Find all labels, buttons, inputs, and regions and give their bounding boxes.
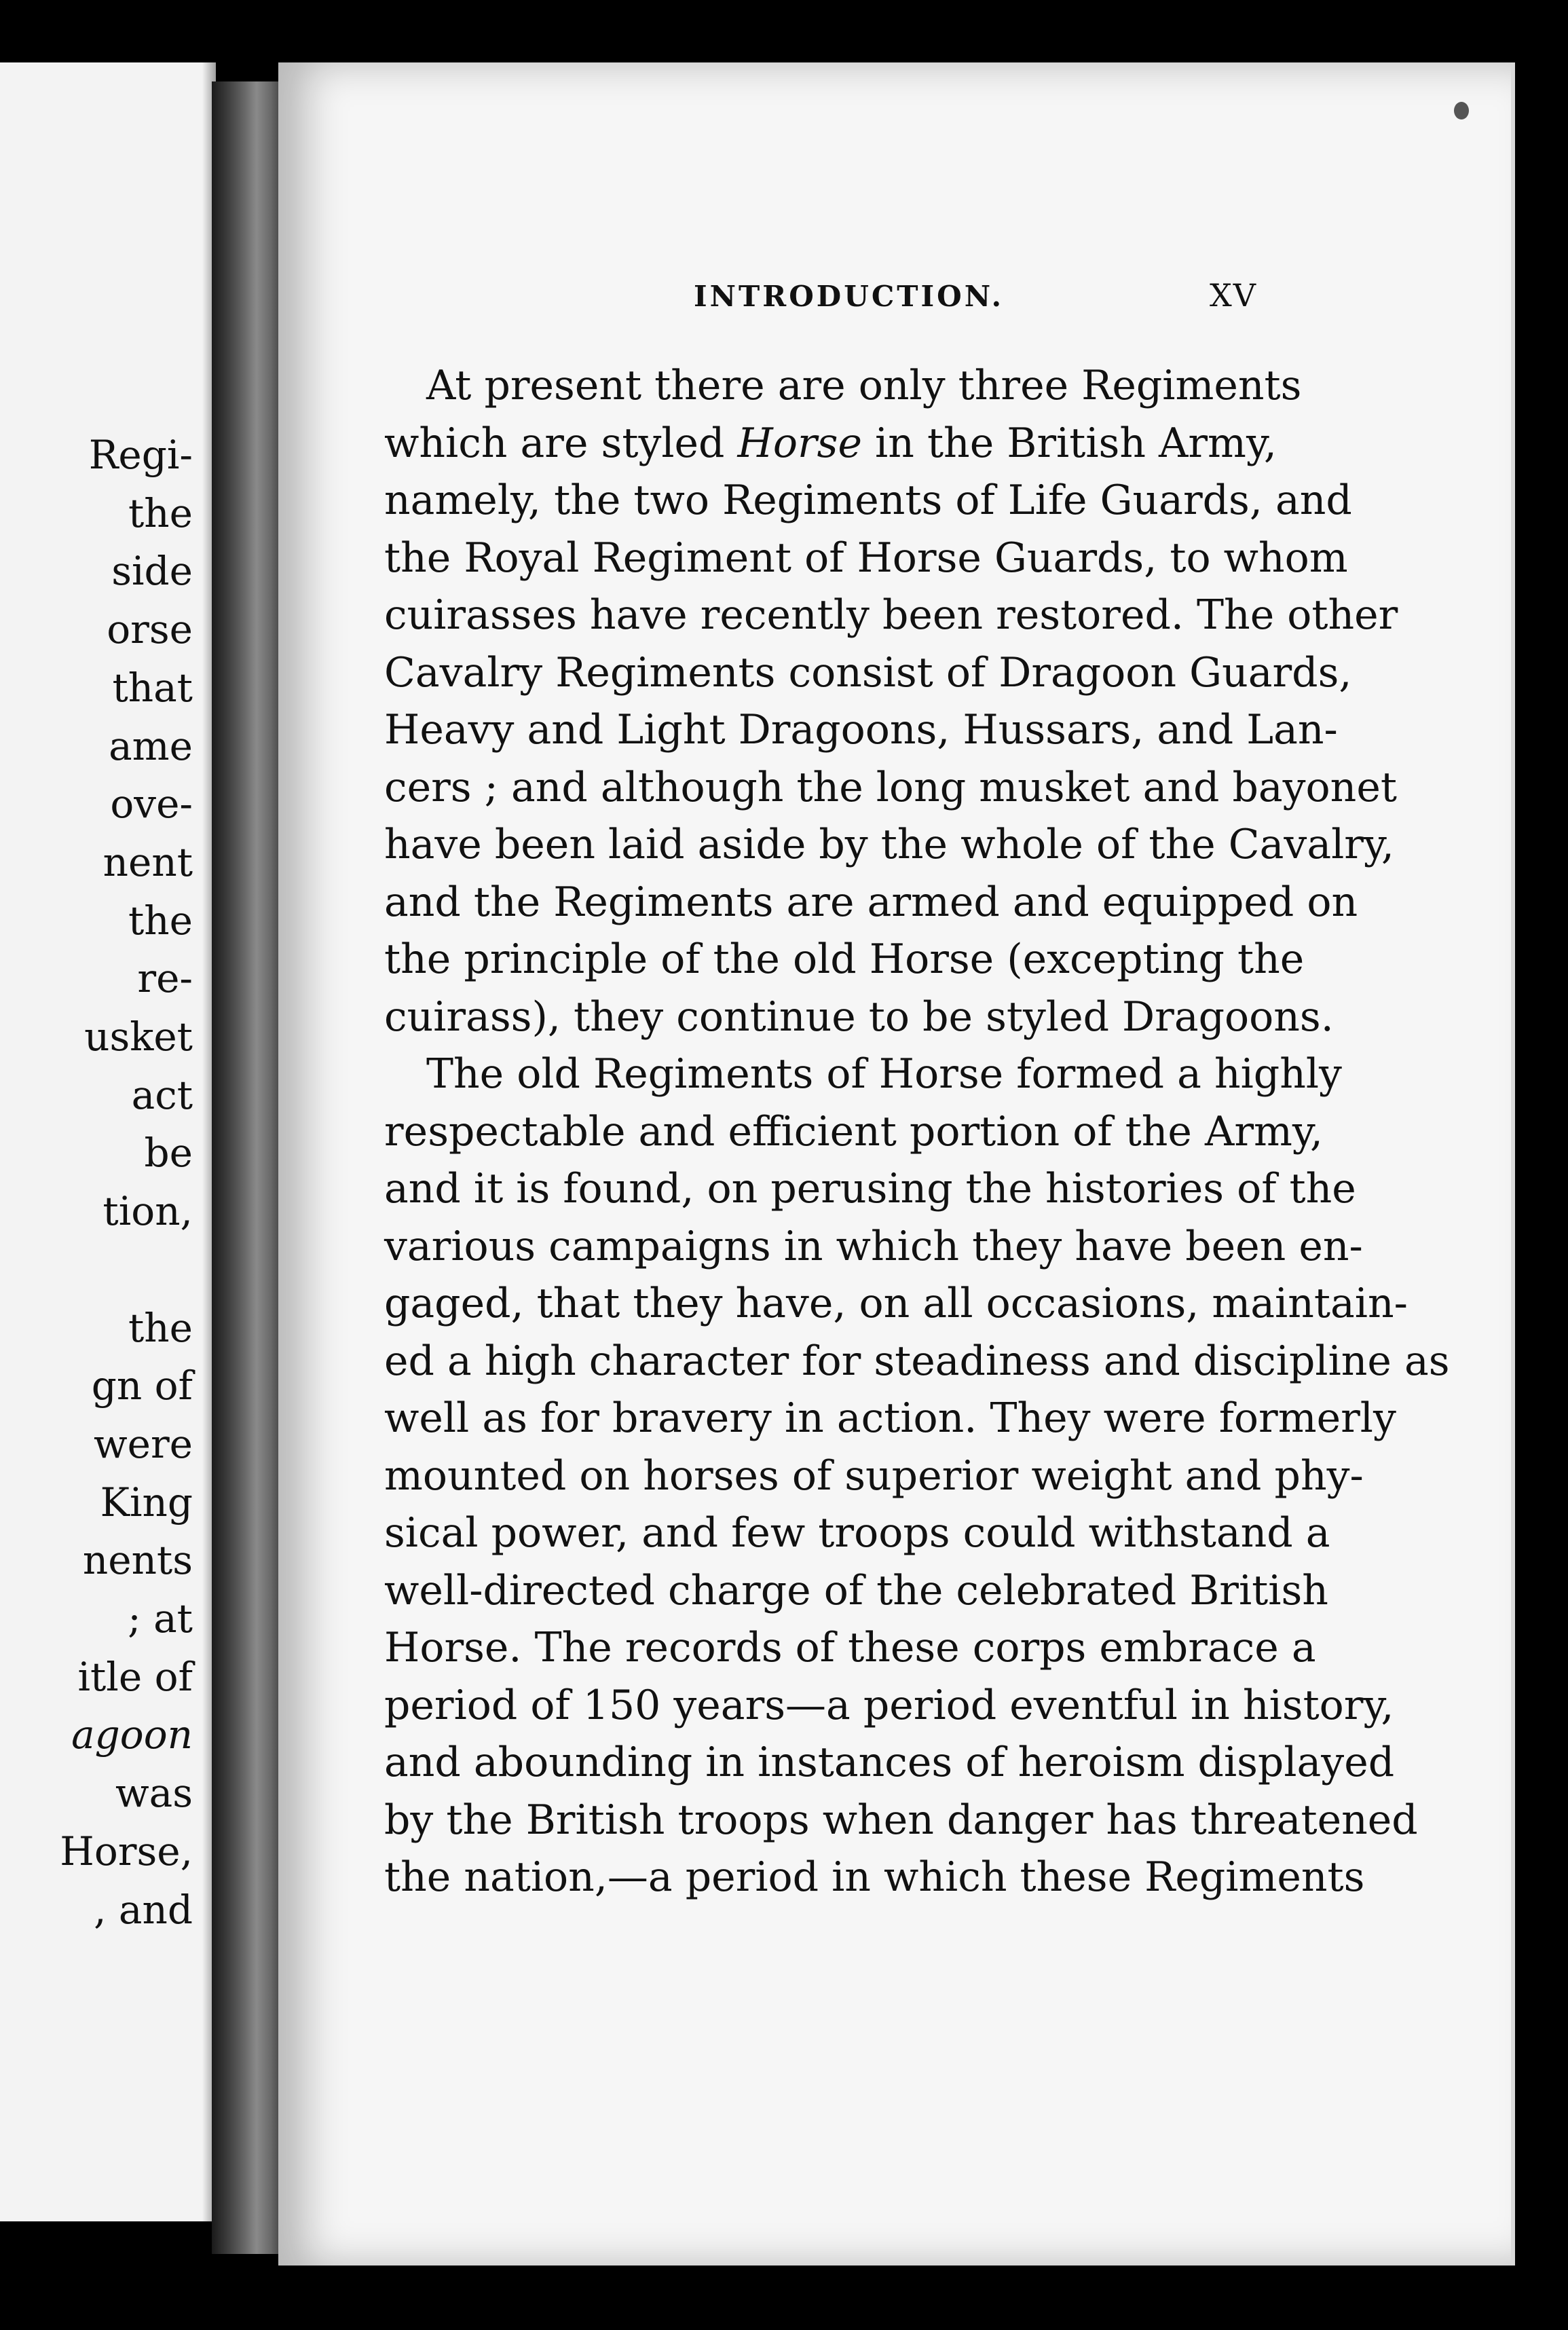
left-line: usket (84, 1014, 193, 1060)
text-line: and it is found, on perusing the histories of the (384, 1165, 1356, 1213)
left-line: Horse, (60, 1828, 193, 1874)
ink-spot (1454, 102, 1469, 119)
left-line: re- (137, 955, 193, 1002)
left-line: , and (94, 1886, 193, 1933)
text-line: sical power, and few troops could withstand a (384, 1509, 1330, 1557)
text-line: well as for bravery in action. They were formerly (384, 1394, 1396, 1442)
text-line: the Royal Regiment of Horse Guards, to whom (384, 534, 1348, 582)
text-line: and abounding in instances of heroism displayed (384, 1739, 1395, 1786)
left-line (60, 1241, 193, 1299)
text-line: gaged, that they have, on all occasions, maintain- (384, 1280, 1408, 1327)
text-line: respectable and efficient portion of the Army, (384, 1107, 1323, 1155)
left-line: act (131, 1071, 193, 1118)
left-line: agoon (71, 1712, 193, 1758)
left-line: that (112, 664, 193, 711)
text-line: the nation,—a period in which these Regiments (384, 1853, 1365, 1901)
left-line: Regi- (88, 432, 193, 478)
left-line: tion, (102, 1188, 193, 1235)
text-line: namely, the two Regiments of Life Guards, and (384, 477, 1352, 524)
text-line: the principle of the old Horse (excepting the (384, 936, 1305, 983)
text-line: well-directed charge of the celebrated British (384, 1566, 1328, 1614)
running-head: INTRODUCTION. (694, 280, 1005, 313)
body-text (384, 357, 1450, 1906)
left-line: ove- (110, 781, 193, 828)
left-line: was (115, 1770, 193, 1817)
text-line: Cavalry Regiments consist of Dragoon Guards, (384, 648, 1352, 697)
page-edge (1511, 62, 1515, 2266)
left-line: orse (107, 606, 193, 653)
left-line: itle of (77, 1653, 193, 1700)
paragraph (384, 357, 1398, 1046)
left-line: were (93, 1420, 193, 1467)
left-page (0, 62, 216, 2221)
page-number: XV (1210, 277, 1257, 314)
left-line: gn of (91, 1363, 193, 1409)
text-line: have been laid aside by the whole of the Cavalry, (384, 821, 1394, 868)
left-line: nent (102, 838, 193, 885)
text-line: cuirasses have recently been restored. The other (384, 591, 1398, 639)
left-line: side (111, 548, 193, 595)
left-line: ame (109, 722, 193, 769)
paragraph (384, 1046, 1450, 1906)
left-line: the (128, 489, 193, 536)
text-line: Heavy and Light Dragoons, Hussars, and Lan- (384, 706, 1338, 754)
left-line: nents (82, 1537, 193, 1584)
text-line: The old Regiments of Horse formed a highly (426, 1050, 1342, 1098)
text-line: which are styled Horse in the British Army, (384, 419, 1277, 467)
left-line: the (128, 1304, 193, 1351)
text-line: by the British troops when danger has threatened (384, 1796, 1418, 1844)
text-line: At present there are only three Regiments (426, 362, 1302, 409)
left-line: be (144, 1130, 193, 1177)
left-line: King (100, 1479, 193, 1525)
text-line: various campaigns in which they have been en- (384, 1222, 1363, 1270)
text-line: period of 150 years—a period eventful in history, (384, 1681, 1394, 1729)
text-line: Horse. The records of these corps embrace a (384, 1624, 1316, 1671)
text-line: cers ; and although the long musket and bayonet (384, 763, 1397, 811)
left-line: ; at (128, 1595, 193, 1642)
left-line: the (128, 897, 193, 944)
left-page-text (60, 426, 193, 1939)
text-line: mounted on horses of superior weight and phy- (384, 1451, 1364, 1500)
text-line: ed a high character for steadiness and discipline as (384, 1337, 1450, 1385)
text-line: and the Regiments are armed and equipped on (384, 878, 1358, 926)
text-line: cuirass), they continue to be styled Dragoons. (384, 993, 1334, 1041)
